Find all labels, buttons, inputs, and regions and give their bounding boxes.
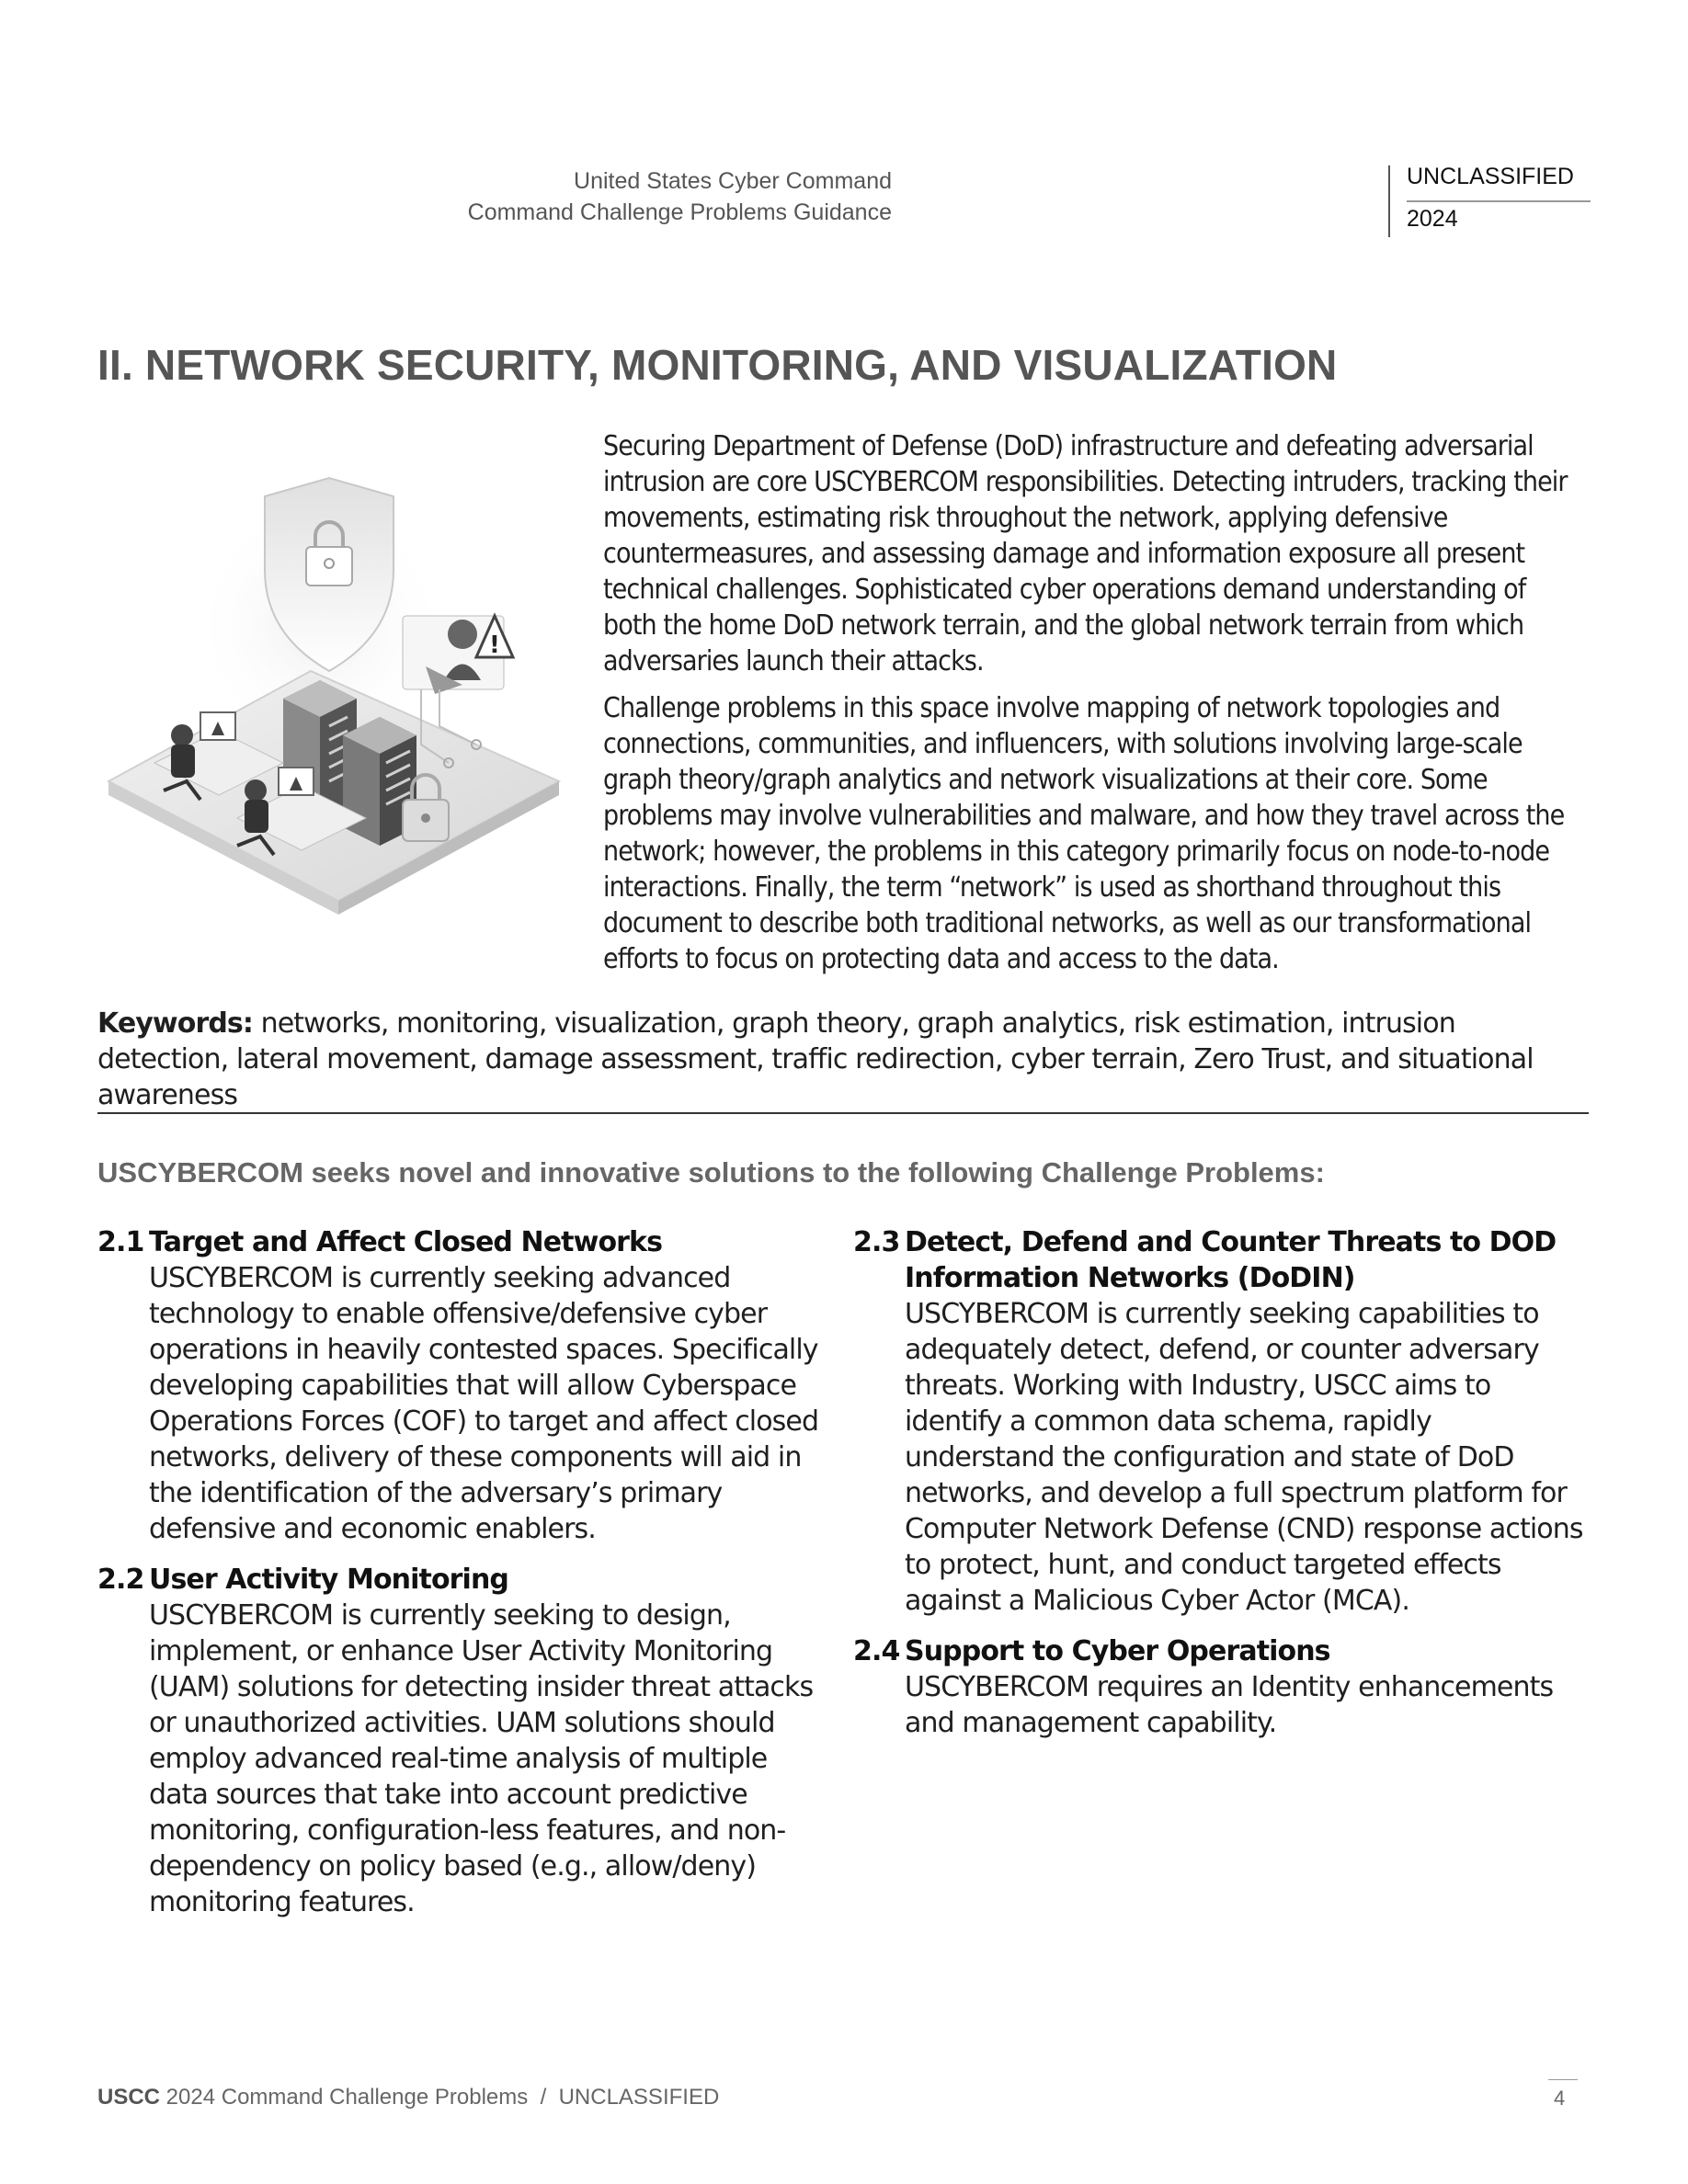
problem-number: 2.4 <box>853 1635 900 1667</box>
problem-body: USCYBERCOM is currently seeking capabilities to adequately detect, defend, or counter adversary threats. Working with Industry, USCC aims to identify a common data schema, rapidly understand the configuration and state of DoD networks, and develop a full spectrum platform for Computer Network Defense (CND) response actions to protect, hunt, and conduct targeted effects against a Malicious Cyber Actor (MCA). <box>905 1298 1583 1617</box>
keywords-text: networks, monitoring, visualization, graph theory, graph analytics, risk estimation, intrusion detection, lateral movement, damage assessment, traffic redirection, cyber terrain, Zero Trust, and situational awareness <box>97 1007 1534 1111</box>
problem-heading <box>97 1562 833 1598</box>
problem-title: Target and Affect Closed Networks <box>149 1226 663 1258</box>
network-security-illustration <box>99 469 577 928</box>
keywords <box>97 1006 1587 1113</box>
header-org-line2: Command Challenge Problems Guidance <box>467 199 892 225</box>
problem-title: User Activity Monitoring <box>149 1564 508 1596</box>
problem-title: Detect, Defend and Counter Threats to DOD Information Networks (DoDIN) <box>905 1226 1557 1294</box>
section-divider <box>97 1112 1589 1114</box>
problem-body: USCYBERCOM is currently seeking advanced technology to enable offensive/defensive cyber operations in heavily contested spaces. Specifically developing capabilities that will allow Cyberspace Operations Forces (COF) to target and affect closed networks, delivery of these components will aid in the identification of the adversary’s primary defensive and economic enablers. <box>149 1262 819 1545</box>
header-org-line1: United States Cyber Command <box>574 168 892 194</box>
problem-title: Support to Cyber Operations <box>905 1635 1330 1667</box>
section-title: II. NETWORK SECURITY, MONITORING, AND VISUALIZATION <box>97 341 1338 389</box>
intro-text <box>603 428 1578 988</box>
classification-label: UNCLASSIFIED <box>1407 164 1574 189</box>
problems-left-column <box>97 1224 833 1935</box>
problem-heading <box>853 1633 1589 1669</box>
problem-heading <box>853 1224 1589 1296</box>
footer-title: 2024 Command Challenge Problems / UNCLASSIFIED <box>160 2085 720 2110</box>
problem-item <box>97 1224 833 1547</box>
problem-number: 2.2 <box>97 1564 144 1596</box>
intro-paragraph-1: Securing Department of Defense (DoD) infrastructure and defeating adversarial intrusion are core USCYBERCOM responsibilities. Detecting intruders, tracking their movements, estimating risk throughout the network, applying defensive countermeasures, and assessing damage and information exposure all present technical challenges. Sophisticated cyber operations demand understanding of both the home DoD network terrain, and the global network terrain from which adversaries launch their attacks. <box>603 430 1568 677</box>
problem-number: 2.1 <box>97 1226 144 1258</box>
header-rule <box>1407 200 1591 202</box>
footer-text <box>97 2085 719 2110</box>
page-number: 4 <box>1554 2087 1566 2110</box>
problem-number: 2.3 <box>853 1226 900 1258</box>
footer-brand: USCC <box>97 2085 161 2110</box>
header-divider <box>1388 165 1390 237</box>
lock-icon <box>306 547 352 586</box>
keywords-label: Keywords: <box>97 1007 253 1040</box>
problem-item <box>853 1633 1589 1741</box>
problem-heading <box>97 1224 833 1260</box>
footer-rule <box>1548 2079 1578 2080</box>
problem-item <box>853 1224 1589 1619</box>
intro-paragraph-2: Challenge problems in this space involve mapping of network topologies and connections, communities, and influencers, with solutions involving large-scale graph theory/graph analytics and network visualizations at their core. Some problems may involve vulnerabilities and malware, and how they travel across the network; however, the problems in this category primarily focus on node-to-node interactions. Finally, the term “network” is used as shorthand throughout this document to describe both traditional networks, as well as our transformational efforts to focus on protecting data and access to the data. <box>603 692 1565 975</box>
header-year: 2024 <box>1407 206 1458 232</box>
problems-right-column <box>853 1224 1589 1756</box>
problem-body: USCYBERCOM is currently seeking to design, implement, or enhance User Activity Monitoring (UAM) solutions for detecting insider threat attacks or unauthorized activities. UAM solutions should employ advanced real-time analysis of multiple data sources that take into account predictive monitoring, configuration-less features, and non- dependency on policy based (e.g., allow/deny) monitoring features. <box>149 1599 814 1918</box>
problem-item <box>97 1562 833 1920</box>
seeks-heading: USCYBERCOM seeks novel and innovative solutions to the following Challenge Problems: <box>97 1156 1325 1189</box>
header-org <box>340 165 892 228</box>
svg-text:!: ! <box>489 631 500 659</box>
problem-body: USCYBERCOM requires an Identity enhancements and management capability. <box>905 1671 1554 1739</box>
